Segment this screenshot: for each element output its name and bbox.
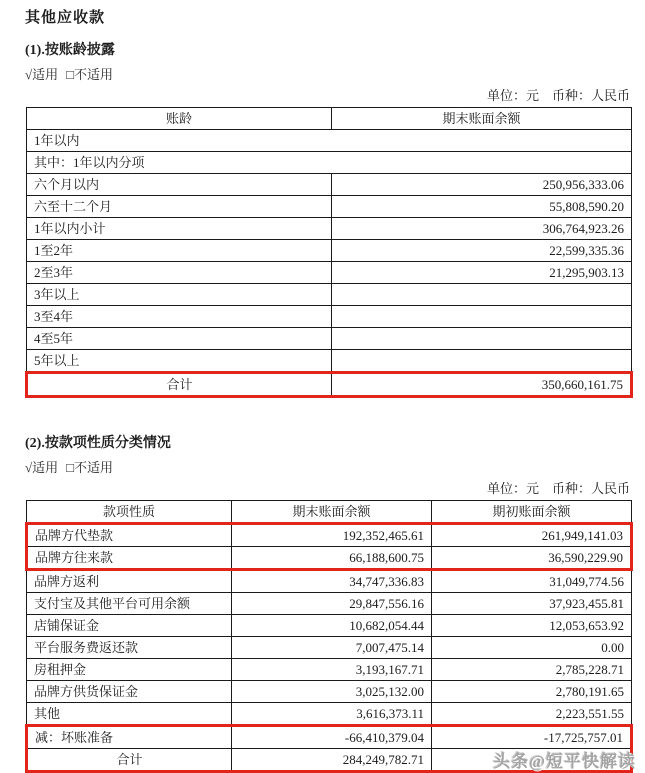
table-row-over-3-years	[27, 284, 632, 306]
applicable-checkbox-checked: √适用	[25, 67, 59, 82]
section1-applicability-line	[25, 64, 630, 83]
row-value: 22,599,335.36	[332, 240, 632, 262]
table-row-over-5-years	[27, 350, 632, 373]
row-value: 250,956,333.06	[332, 174, 632, 196]
row-label: 品牌方代垫款	[27, 524, 232, 547]
aging-column-header: 账龄	[27, 108, 332, 130]
table-row-store-deposits	[27, 615, 632, 637]
row-label: 4至5年	[27, 328, 332, 350]
table-row-other	[27, 703, 632, 726]
toutiao-watermark: 头条@短平快解读	[493, 752, 636, 771]
row-ending-value: 34,747,336.83	[232, 570, 432, 593]
row-value: 306,764,923.26	[332, 218, 632, 240]
aging-table-header-row	[27, 108, 632, 130]
row-beginning-value: 2,780,191.65	[432, 681, 632, 703]
row-ending-value: 10,682,054.44	[232, 615, 432, 637]
table-row-1-to-2-years	[27, 240, 632, 262]
page-title: 其他应收款	[25, 10, 106, 26]
row-label: 2至3年	[27, 262, 332, 284]
section2-applicability-line	[25, 457, 630, 476]
row-ending-value: 3,193,167.71	[232, 659, 432, 681]
table-row-brand-advances-highlighted	[27, 524, 632, 547]
row-value: 55,808,590.20	[332, 196, 632, 218]
row-value: 21,295,903.13	[332, 262, 632, 284]
table-row-2-to-3-years	[27, 262, 632, 284]
total-label: 合计	[27, 373, 332, 397]
row-label: 六个月以内	[27, 174, 332, 196]
table-row-total-highlighted	[27, 373, 632, 397]
applicable-checkbox-checked: √适用	[25, 460, 59, 475]
row-label: 品牌方返利	[27, 570, 232, 593]
row-label: 品牌方往来款	[27, 547, 232, 570]
table-row-alipay-platform-balance	[27, 593, 632, 615]
row-beginning-value: 261,949,141.03	[432, 524, 632, 547]
row-ending-value: 29,847,556.16	[232, 593, 432, 615]
section2-unit-currency-line: 单位：元 币种：人民币	[486, 481, 630, 496]
table-row-rent-deposits	[27, 659, 632, 681]
row-ending-value: 66,188,600.75	[232, 547, 432, 570]
row-beginning-value: 2,223,551.55	[432, 703, 632, 726]
table-row-total-highlighted	[27, 749, 632, 772]
ending-balance-column-header: 期末账面余额	[332, 108, 632, 130]
row-value	[332, 350, 632, 373]
section-nature-classification	[25, 432, 636, 773]
row-beginning-value: 37,923,455.81	[432, 593, 632, 615]
ending-balance-column-header: 期末账面余额	[232, 501, 432, 524]
table-row-6-to-12-months	[27, 196, 632, 218]
row-label: 1年以内	[27, 130, 632, 152]
row-ending-value: 3,025,132.00	[232, 681, 432, 703]
section-aging-disclosure	[25, 39, 630, 398]
row-label: 5年以上	[27, 350, 332, 373]
table-row-brand-supply-deposits	[27, 681, 632, 703]
nature-column-header: 款项性质	[27, 501, 232, 524]
nature-table-wrapper	[25, 500, 636, 773]
section2-heading: (2).按款项性质分类情况	[25, 436, 171, 451]
row-ending-value: 3,616,373.11	[232, 703, 432, 726]
row-label: 品牌方供货保证金	[27, 681, 232, 703]
total-beginning-value	[432, 749, 632, 772]
row-beginning-value: 0.00	[432, 637, 632, 659]
total-value: 350,660,161.75	[332, 373, 632, 397]
row-label: 其他	[27, 703, 232, 726]
section1-heading: (1).按账龄披露	[25, 43, 115, 58]
beginning-balance-column-header: 期初账面余额	[432, 501, 632, 524]
table-row-within-1-year-subitems	[27, 152, 632, 174]
row-label: 3年以上	[27, 284, 332, 306]
row-beginning-value: 12,053,653.92	[432, 615, 632, 637]
row-label: 其中：1年以内分项	[27, 152, 632, 174]
row-label: 店铺保证金	[27, 615, 232, 637]
row-beginning-value: 2,785,228.71	[432, 659, 632, 681]
row-value	[332, 328, 632, 350]
row-value	[332, 284, 632, 306]
nature-table	[25, 500, 633, 773]
nature-table-header-row	[27, 501, 632, 524]
section1-unit-currency-line: 单位：元 币种：人民币	[486, 88, 630, 103]
table-row-less-bad-debt-provision-highlighted	[27, 726, 632, 749]
table-row-3-to-4-years	[27, 306, 632, 328]
aging-table	[25, 107, 633, 398]
table-row-4-to-5-years	[27, 328, 632, 350]
row-beginning-value: 31,049,774.56	[432, 570, 632, 593]
row-ending-value: 192,352,465.61	[232, 524, 432, 547]
row-label: 六至十二个月	[27, 196, 332, 218]
row-label: 1至2年	[27, 240, 332, 262]
row-beginning-value: 36,590,229.90	[432, 547, 632, 570]
not-applicable-checkbox-unchecked: □不适用	[66, 67, 113, 82]
row-label: 1年以内小计	[27, 218, 332, 240]
row-beginning-value: -17,725,757.01	[432, 726, 632, 749]
row-label: 平台服务费返还款	[27, 637, 232, 659]
row-label: 减：坏账准备	[27, 726, 232, 749]
table-row-within-6-months	[27, 174, 632, 196]
row-ending-value: -66,410,379.04	[232, 726, 432, 749]
row-label: 3至4年	[27, 306, 332, 328]
table-row-brand-rebates	[27, 570, 632, 593]
row-ending-value: 7,007,475.14	[232, 637, 432, 659]
table-row-within-1-year-subtotal	[27, 218, 632, 240]
table-row-platform-service-fee-refund	[27, 637, 632, 659]
table-row-brand-current-accounts-highlighted	[27, 547, 632, 570]
not-applicable-checkbox-unchecked: □不适用	[66, 460, 113, 475]
row-label: 支付宝及其他平台可用余额	[27, 593, 232, 615]
total-label: 合计	[27, 749, 232, 772]
table-row-within-1-year	[27, 130, 632, 152]
total-ending-value: 284,249,782.71	[232, 749, 432, 772]
row-label: 房租押金	[27, 659, 232, 681]
row-value	[332, 306, 632, 328]
